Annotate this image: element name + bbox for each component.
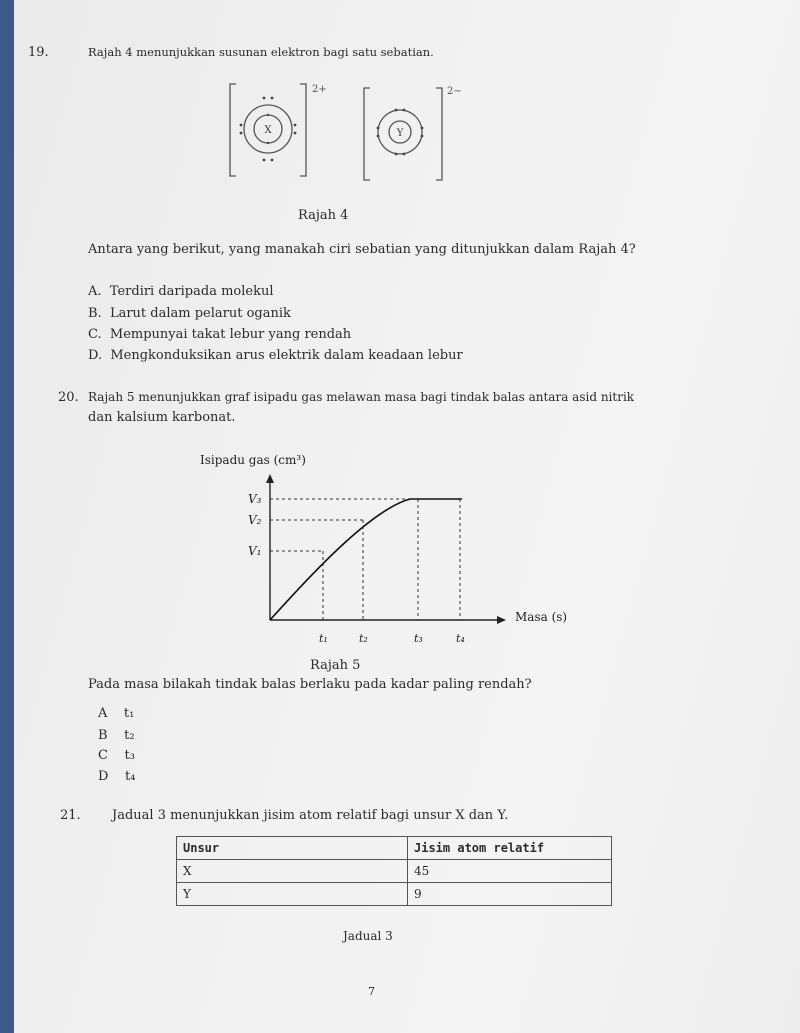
graph-x-tick-label: t₃ bbox=[414, 632, 423, 645]
table-cell-jisim: 45 bbox=[408, 860, 612, 883]
q20-question: Pada masa bilakah tindak balas berlaku pada kadar paling rendah? bbox=[88, 677, 532, 692]
table-header-jisim: Jisim atom relatif bbox=[408, 837, 612, 860]
graph-y-axis-label: Isipadu gas (cm³) bbox=[200, 453, 306, 467]
q19-option-b: B. Larut dalam pelarut oganik bbox=[88, 306, 291, 321]
table-header-row bbox=[177, 837, 612, 860]
q19-number: 19. bbox=[28, 45, 49, 60]
graph-y-tick-label: V₂ bbox=[248, 513, 262, 527]
q20-figure-caption: Rajah 5 bbox=[310, 658, 361, 673]
page-number: 7 bbox=[368, 985, 375, 998]
q20-option-d: D t₄ bbox=[98, 769, 136, 784]
ion-y-charge: 2− bbox=[447, 86, 462, 97]
table-header-unsur: Unsur bbox=[177, 837, 408, 860]
graph-x-tick-label: t₁ bbox=[319, 632, 328, 645]
q19-option-a: A. Terdiri daripada molekul bbox=[88, 284, 274, 299]
ion-x-charge: 2+ bbox=[312, 84, 327, 95]
table-cell-unsur: Y bbox=[177, 883, 408, 906]
ion-x-left-bracket bbox=[230, 84, 236, 176]
table-row bbox=[177, 860, 612, 883]
ion-y-right-bracket bbox=[436, 88, 442, 180]
table-row bbox=[177, 883, 612, 906]
graph-x-axis-label: Masa (s) bbox=[515, 610, 568, 624]
q21-number: 21. bbox=[60, 808, 81, 823]
q20-option-c: C t₃ bbox=[98, 748, 135, 763]
q21-table-caption: Jadual 3 bbox=[343, 929, 393, 943]
graph-y-tick-label: V₁ bbox=[248, 544, 262, 558]
ion-x-right-bracket bbox=[300, 84, 306, 176]
q19-text: Rajah 4 menunjukkan susunan elektron bagi satu sebatian. bbox=[88, 45, 434, 59]
ion-x-symbol: X bbox=[264, 125, 272, 136]
q20-number: 20. bbox=[58, 390, 79, 405]
gas-volume-graph bbox=[200, 448, 590, 648]
q21-text: Jadual 3 menunjukkan jisim atom relatif bagi unsur X dan Y. bbox=[112, 808, 509, 823]
graph-y-axis-arrow bbox=[266, 474, 274, 483]
ion-y-symbol: Y bbox=[396, 128, 404, 139]
graph-series-line bbox=[270, 499, 462, 620]
graph-x-tick-label: t₂ bbox=[359, 632, 368, 645]
q20-text-line2: dan kalsium karbonat. bbox=[88, 410, 236, 425]
graph-x-axis-arrow bbox=[497, 616, 506, 624]
electron-arrangement-figure bbox=[220, 72, 470, 184]
q20-option-a: A t₁ bbox=[98, 706, 135, 721]
q19-figure-caption: Rajah 4 bbox=[298, 208, 349, 223]
graph-y-tick-label: V₃ bbox=[248, 492, 262, 506]
jadual-3-table bbox=[176, 836, 612, 906]
table-cell-unsur: X bbox=[177, 860, 408, 883]
graph-x-tick-label: t₄ bbox=[456, 632, 465, 645]
q19-question: Antara yang berikut, yang manakah ciri sebatian yang ditunjukkan dalam Rajah 4? bbox=[88, 242, 636, 257]
ion-y-left-bracket bbox=[364, 88, 370, 180]
table-cell-jisim: 9 bbox=[408, 883, 612, 906]
q19-option-c: C. Mempunyai takat lebur yang rendah bbox=[88, 327, 352, 342]
q20-option-b: B t₂ bbox=[98, 728, 135, 743]
q20-text-line1: Rajah 5 menunjukkan graf isipadu gas melawan masa bagi tindak balas antara asid nitrik bbox=[88, 390, 635, 404]
q19-option-d: D. Mengkonduksikan arus elektrik dalam keadaan lebur bbox=[88, 348, 463, 363]
